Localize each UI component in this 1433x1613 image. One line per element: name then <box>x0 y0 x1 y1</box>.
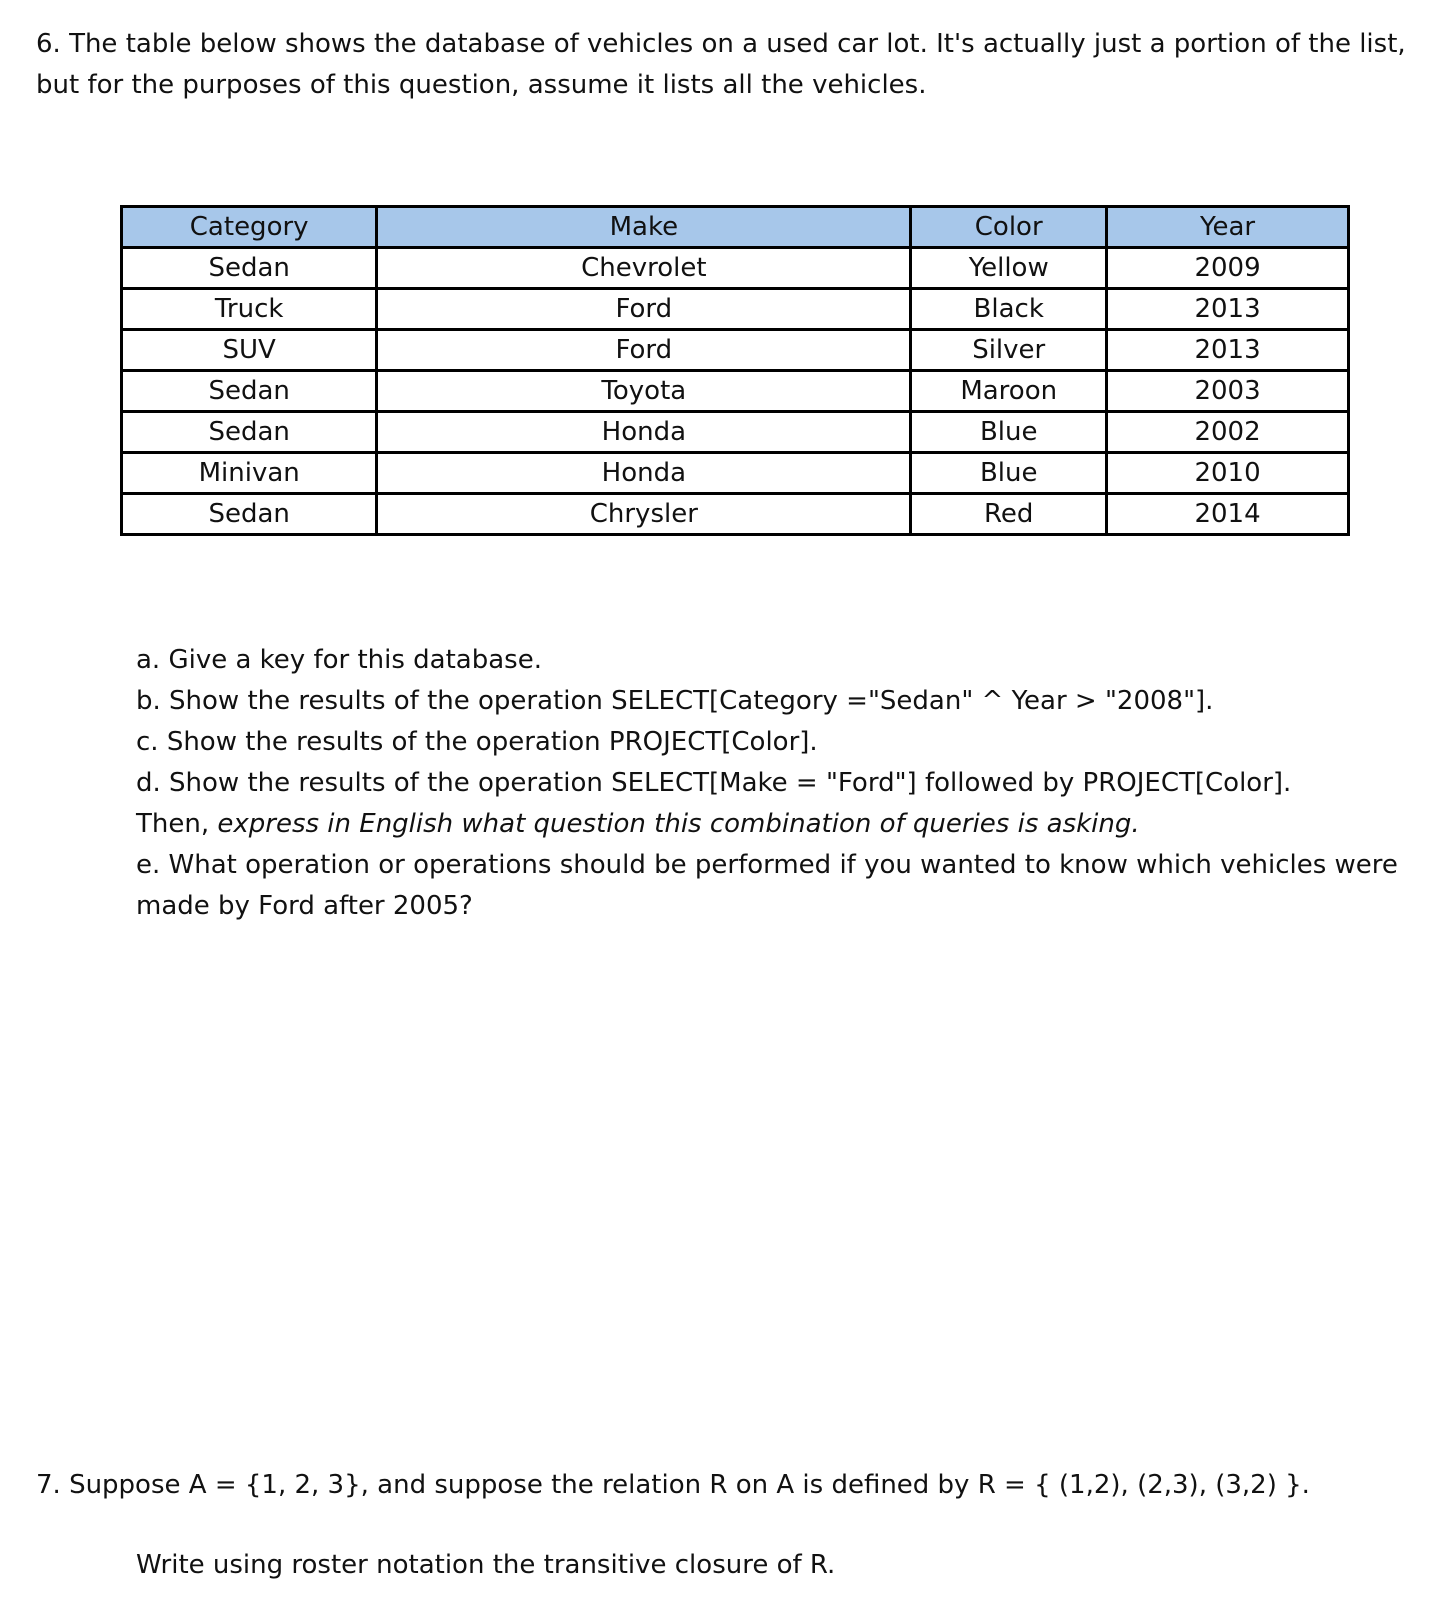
cell-category: SUV <box>122 330 377 371</box>
cell-make: Honda <box>377 453 911 494</box>
cell-make: Ford <box>377 330 911 371</box>
part-b: b. Show the results of the operation SELECT[Category ="Sedan" ^ Year > "2008"]. <box>136 686 1214 716</box>
cell-year: 2002 <box>1107 412 1349 453</box>
table-row <box>122 412 1349 453</box>
part-d: d. Show the results of the operation SELECT[Make = "Ford"] followed by PROJECT[Color]. <box>136 768 1292 798</box>
question-6-intro: 6. The table below shows the database of vehicles on a used car lot. It's actually just a portion of the list, but for the purposes of this question, assume it lists all the vehicles. <box>36 29 1406 100</box>
part-e: e. What operation or operations should be performed if you wanted to know which vehicles were made by Ford after 2005? <box>136 850 1398 921</box>
cell-color: Maroon <box>911 371 1107 412</box>
cell-category: Minivan <box>122 453 377 494</box>
cell-category: Sedan <box>122 371 377 412</box>
cell-make: Chevrolet <box>377 248 911 289</box>
part-a: a. Give a key for this database. <box>136 645 542 675</box>
part-d-followup <box>136 804 1406 845</box>
cell-year: 2009 <box>1107 248 1349 289</box>
cell-year: 2010 <box>1107 453 1349 494</box>
table-row <box>122 330 1349 371</box>
header-color: Color <box>911 207 1107 248</box>
table-row <box>122 494 1349 535</box>
table-row <box>122 248 1349 289</box>
table-row <box>122 289 1349 330</box>
cell-color: Silver <box>911 330 1107 371</box>
header-year: Year <box>1107 207 1349 248</box>
cell-color: Yellow <box>911 248 1107 289</box>
cell-year: 2003 <box>1107 371 1349 412</box>
question-7-instruction: Write using roster notation the transitive closure of R. <box>136 1550 836 1580</box>
cell-category: Truck <box>122 289 377 330</box>
cell-year: 2013 <box>1107 330 1349 371</box>
part-d-italic: express in English what question this combination of queries is asking. <box>217 809 1140 839</box>
cell-category: Sedan <box>122 494 377 535</box>
cell-color: Blue <box>911 453 1107 494</box>
header-make: Make <box>377 207 911 248</box>
table-row <box>122 371 1349 412</box>
cell-year: 2014 <box>1107 494 1349 535</box>
cell-make: Chrysler <box>377 494 911 535</box>
question-7-text: 7. Suppose A = {1, 2, 3}, and suppose the relation R on A is defined by R = { (1,2), (2,3), (3,2) }. <box>36 1470 1310 1500</box>
cell-color: Blue <box>911 412 1107 453</box>
table-row <box>122 453 1349 494</box>
table-header-row <box>122 207 1349 248</box>
header-category: Category <box>122 207 377 248</box>
cell-make: Ford <box>377 289 911 330</box>
cell-category: Sedan <box>122 248 377 289</box>
cell-category: Sedan <box>122 412 377 453</box>
part-c: c. Show the results of the operation PROJECT[Color]. <box>136 727 818 757</box>
cell-make: Toyota <box>377 371 911 412</box>
cell-year: 2013 <box>1107 289 1349 330</box>
cell-color: Red <box>911 494 1107 535</box>
question-6-parts <box>136 640 1406 927</box>
cell-color: Black <box>911 289 1107 330</box>
part-d-then: Then, <box>136 809 218 839</box>
cell-make: Honda <box>377 412 911 453</box>
vehicle-database-table <box>120 205 1350 536</box>
